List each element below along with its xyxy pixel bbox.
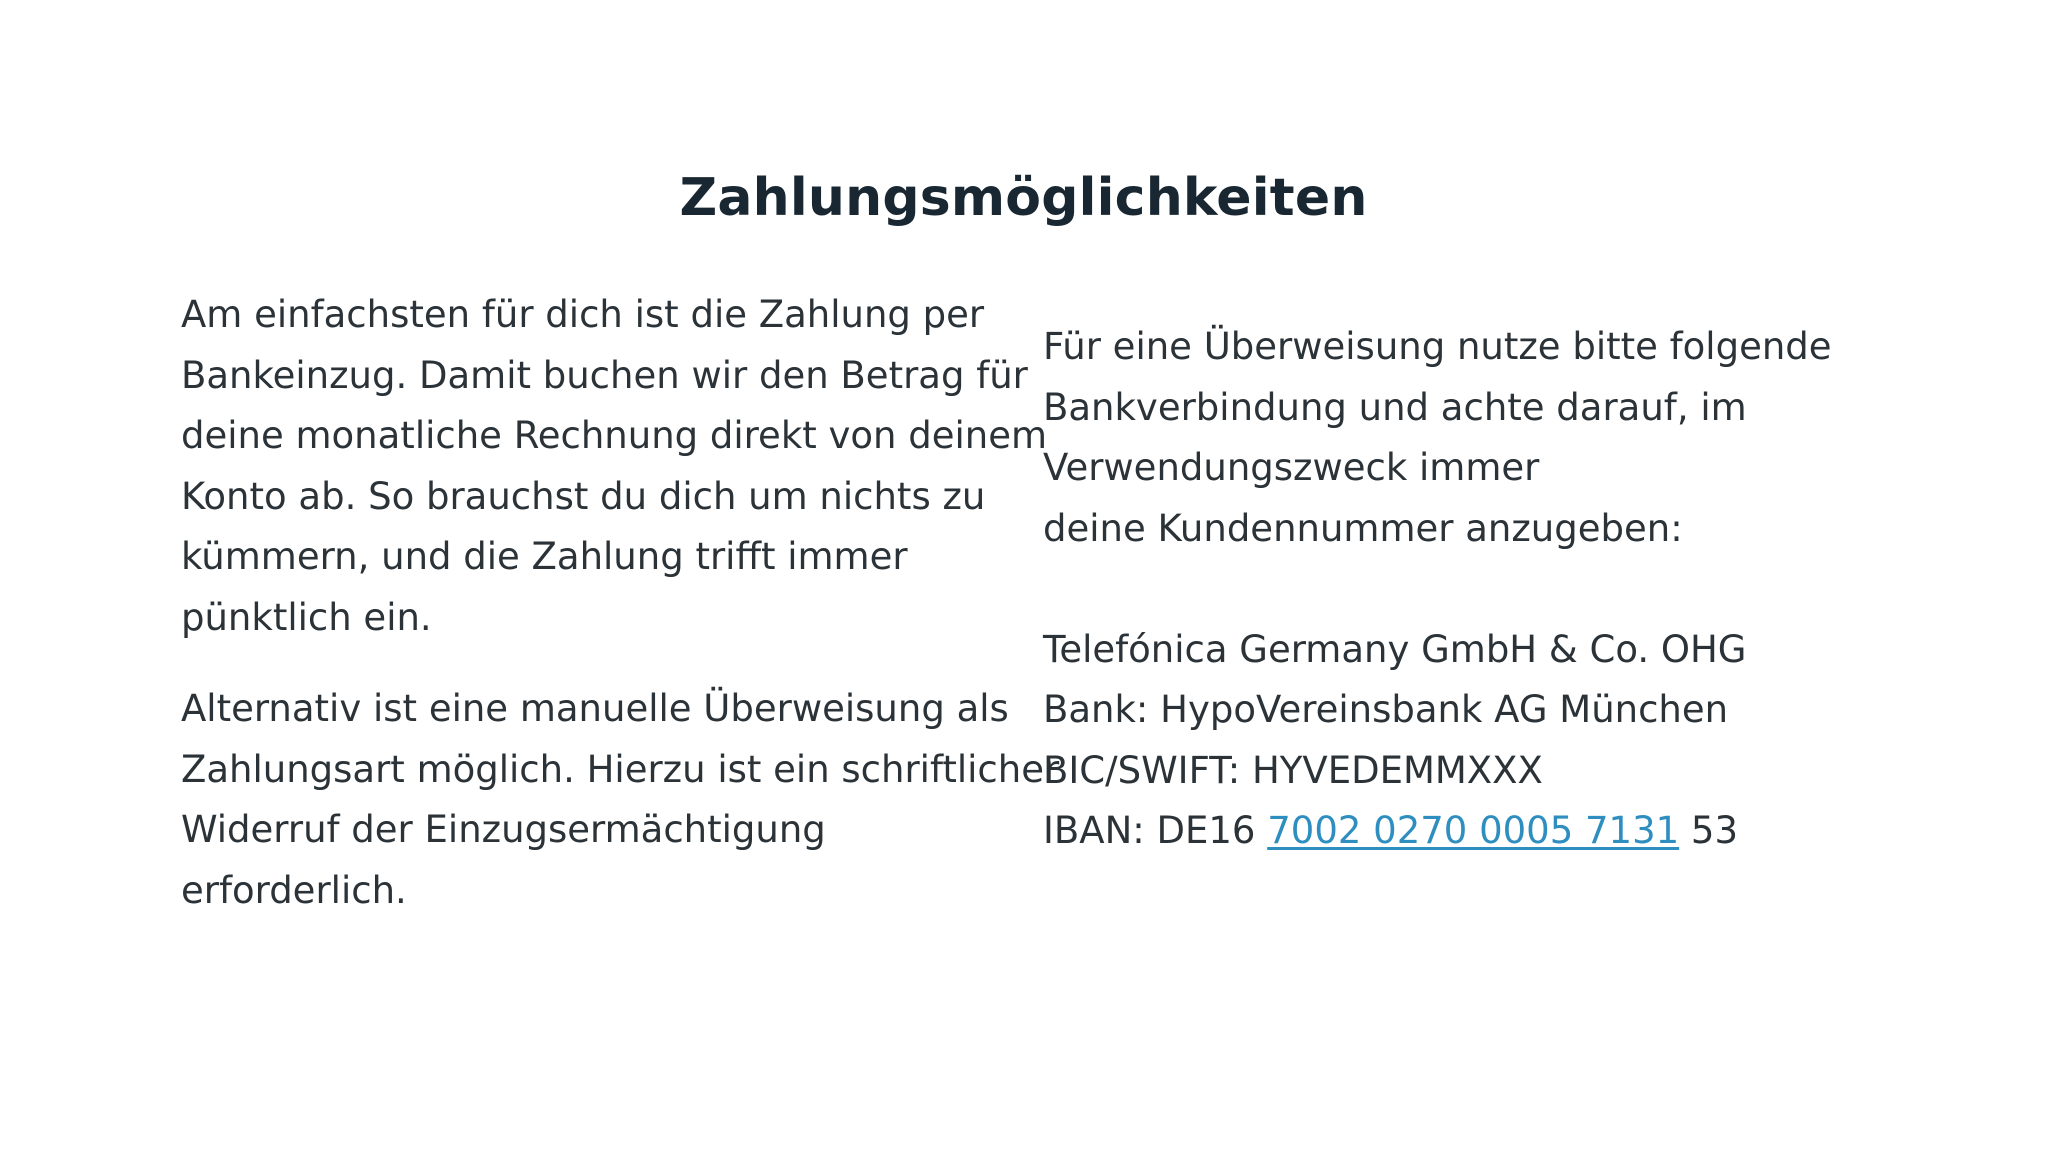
text-line: deine Kundennummer anzugeben: xyxy=(1043,506,1683,550)
direct-debit-paragraph xyxy=(181,285,1048,648)
spacer xyxy=(1043,559,1883,620)
text-line: erforderlich. xyxy=(181,868,407,912)
text-line: Konto ab. So brauchst du dich um nichts zu xyxy=(181,474,986,518)
bank-debit-info xyxy=(181,285,1060,921)
iban-prefix: IBAN: DE16 xyxy=(1043,809,1268,852)
iban-line xyxy=(1043,801,1883,862)
bic-swift: BIC/SWIFT: HYVEDEMMXXX xyxy=(1043,748,1543,792)
text-line: pünktlich ein. xyxy=(181,595,432,639)
text-line: deine monatliche Rechnung direkt von deinem xyxy=(181,414,1048,457)
bank-details xyxy=(1043,620,1883,862)
text-line: Für eine Überweisung nutze bitte folgende xyxy=(1043,325,1832,368)
text-line: Am einfachsten für dich ist die Zahlung per xyxy=(181,293,985,336)
text-line: Zahlungsart möglich. Hierzu ist ein schriftlicher xyxy=(181,747,1060,791)
iban-number-link[interactable]: 7002 0270 0005 7131 xyxy=(1267,809,1680,852)
text-line: Bankeinzug. Damit buchen wir den Betrag für xyxy=(181,353,1028,397)
manual-transfer-paragraph xyxy=(181,679,1060,921)
account-holder: Telefónica Germany GmbH & Co. OHG xyxy=(1043,627,1747,671)
bank-transfer-info xyxy=(1043,317,1883,862)
iban-suffix: 53 xyxy=(1679,809,1739,852)
bank-name: Bank: HypoVereinsbank AG München xyxy=(1043,688,1729,731)
text-line: kümmern, und die Zahlung trifft immer xyxy=(181,535,908,578)
text-line: Verwendungszweck immer xyxy=(1043,446,1540,489)
text-line: Alternativ ist eine manuelle Überweisung als xyxy=(181,687,1009,730)
page-title: Zahlungsmöglichkeiten xyxy=(679,168,1368,228)
text-line: Bankverbindung und achte darauf, im xyxy=(1043,385,1747,429)
text-line: Widerruf der Einzugsermächtigung xyxy=(181,808,826,851)
transfer-intro-paragraph xyxy=(1043,317,1883,559)
